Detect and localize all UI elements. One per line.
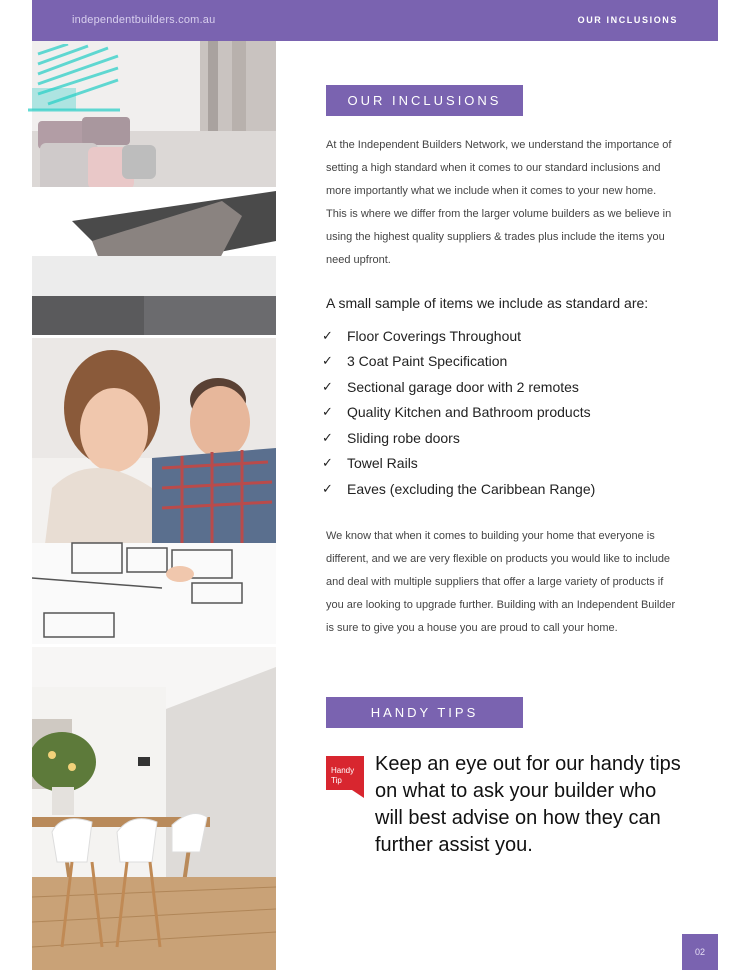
page-number: 02 xyxy=(682,934,718,970)
list-item: ✓ Eaves (excluding the Caribbean Range) xyxy=(322,480,596,497)
handy-tips-heading: HANDY TIPS xyxy=(326,697,523,728)
dining-room-photo xyxy=(32,647,276,970)
inclusions-checklist xyxy=(322,323,595,502)
list-item: ✓ 3 Coat Paint Specification xyxy=(322,353,508,370)
header-bar xyxy=(32,0,718,41)
check-icon: ✓ xyxy=(322,429,333,445)
list-item: ✓ Floor Coverings Throughout xyxy=(322,327,522,344)
sample-title: A small sample of items we include as standard are: xyxy=(326,295,649,311)
check-icon: ✓ xyxy=(322,327,333,343)
inclusions-outro: We know that when it comes to building your home that everyone is different, and we are very flexible on products you would like to include and deal with multiple suppliers that offer a large variety of products if you are looking to upgrade further. Building with an Independent Builder is sure to give you a house you are proud to call your home. xyxy=(326,530,676,634)
list-item: ✓ Sliding robe doors xyxy=(322,429,460,446)
inclusions-heading: OUR INCLUSIONS xyxy=(326,85,523,116)
handy-tip-text: Keep an eye out for our handy tips on what to ask your builder who will best advise on how they can further assist you. xyxy=(375,753,681,856)
check-icon: ✓ xyxy=(322,404,333,420)
badge-line1: Handy xyxy=(331,766,355,775)
check-icon: ✓ xyxy=(322,480,333,496)
section-label: OUR INCLUSIONS xyxy=(577,15,678,25)
building-logo-icon xyxy=(28,44,122,112)
list-item: ✓ Towel Rails xyxy=(322,455,418,472)
list-item: ✓ Quality Kitchen and Bathroom products xyxy=(322,404,591,421)
photo-column xyxy=(32,41,276,970)
check-icon: ✓ xyxy=(322,455,333,471)
couple-plans-photo xyxy=(32,338,276,644)
badge-line2: Tip xyxy=(331,776,342,785)
site-url[interactable]: independentbuilders.com.au xyxy=(72,14,216,26)
check-icon: ✓ xyxy=(322,353,333,369)
handy-tip-badge-icon xyxy=(326,756,364,798)
check-icon: ✓ xyxy=(322,378,333,394)
inclusions-intro: At the Independent Builders Network, we understand the importance of setting a high standard when it comes to our standard inclusions and more importantly what we include when it comes to your new home. This is where we differ from the larger volume builders as we believe in using the highest quality suppliers & trades plus include the items you need upfront. xyxy=(326,139,672,266)
list-item: ✓ Sectional garage door with 2 remotes xyxy=(322,378,579,395)
